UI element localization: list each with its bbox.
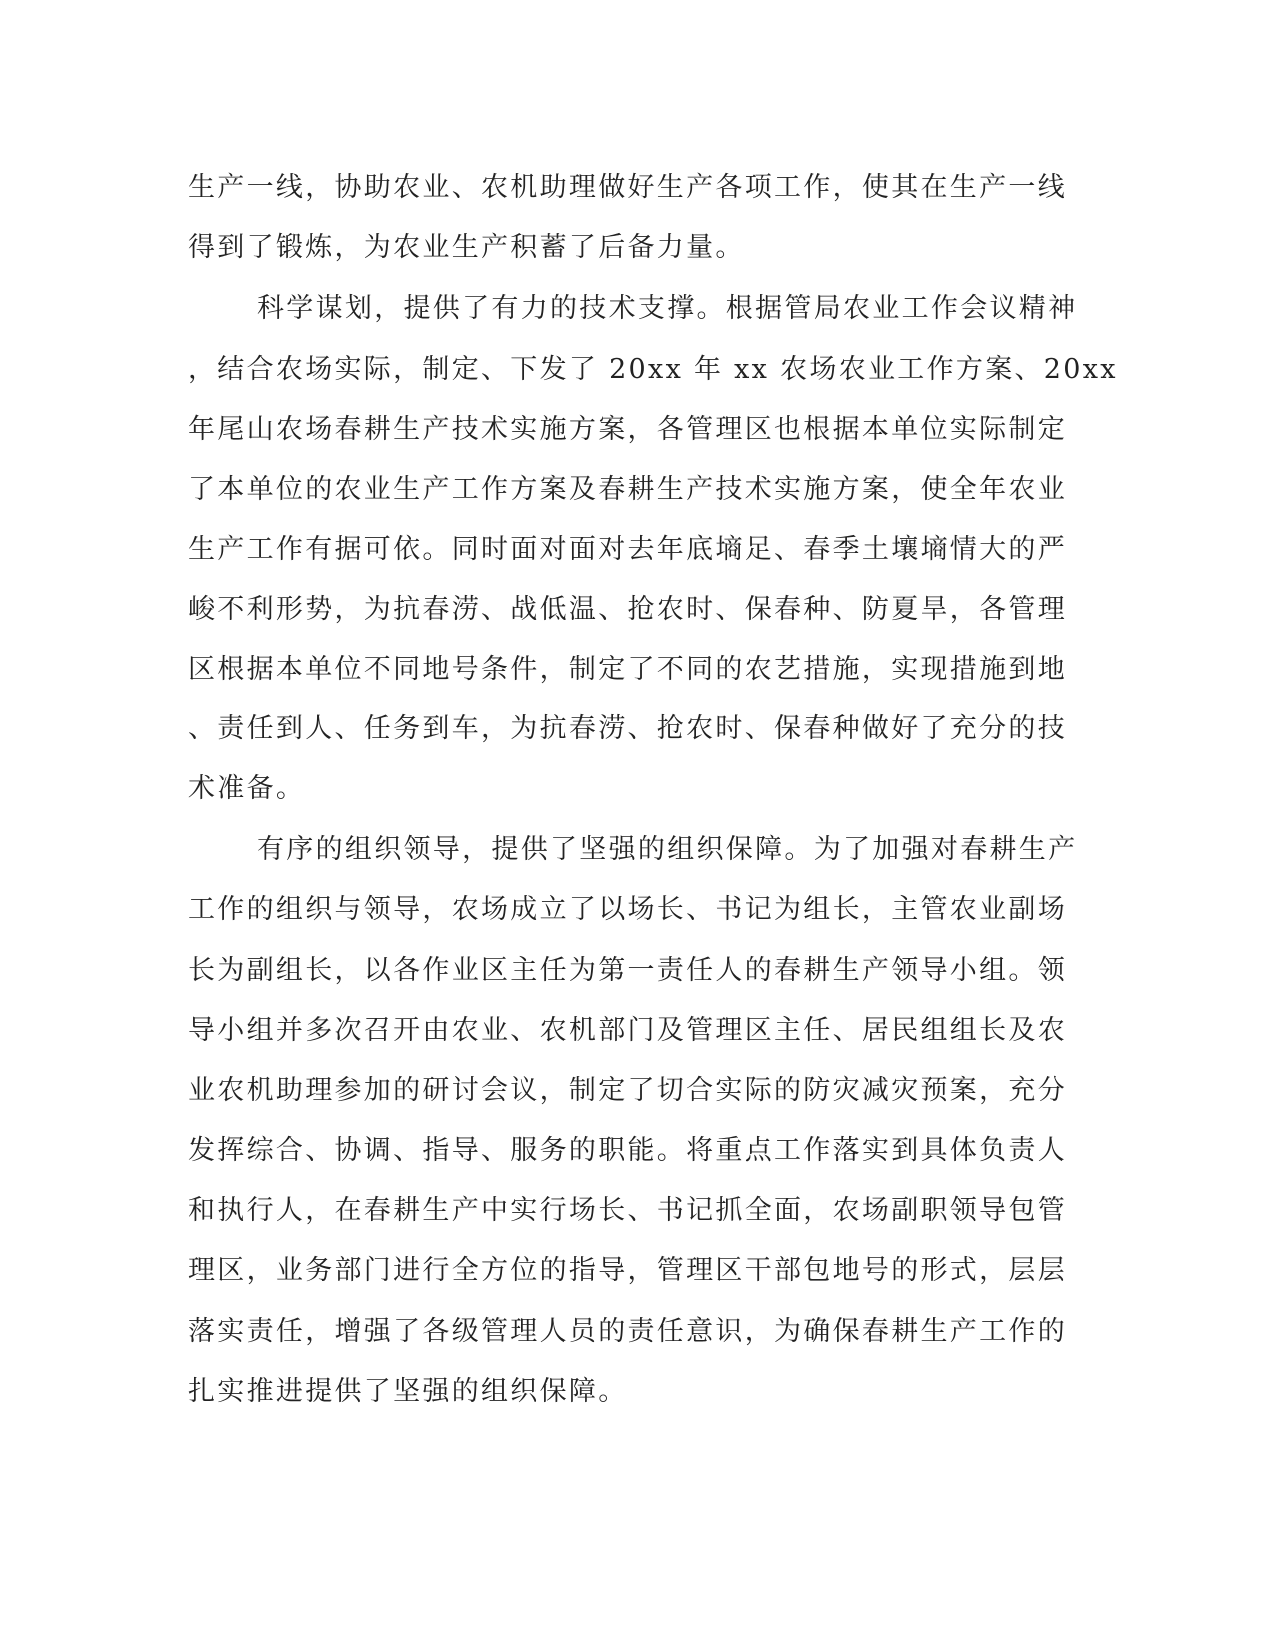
text-line: 理区，业务部门进行全方位的指导，管理区干部包地号的形式，层层 xyxy=(188,1255,1067,1286)
text-line: 得到了锻炼，为农业生产积蓄了后备力量。 xyxy=(188,232,745,263)
text-line: 业农机助理参加的研讨会议，制定了切合实际的防灾减灾预案，充分 xyxy=(188,1075,1067,1106)
text-line: 扎实推进提供了坚强的组织保障。 xyxy=(188,1376,628,1407)
text-line: 工作的组织与领导，农场成立了以场长、书记为组长，主管农业副场 xyxy=(188,894,1067,925)
text-line: 术准备。 xyxy=(188,773,306,804)
text-line: 峻不利形势，为抗春涝、战低温、抢农时、保春种、防夏旱，各管理 xyxy=(188,594,1067,625)
text-line: 了本单位的农业生产工作方案及春耕生产技术实施方案，使全年农业 xyxy=(188,474,1067,505)
text-line: 发挥综合、协调、指导、服务的职能。将重点工作落实到具体负责人 xyxy=(188,1135,1067,1166)
text-line: 导小组并多次召开由农业、农机部门及管理区主任、居民组组长及农 xyxy=(188,1015,1067,1046)
text-line: 区根据本单位不同地号条件，制定了不同的农艺措施，实现措施到地 xyxy=(188,654,1067,685)
text-line: 生产一线，协助农业、农机助理做好生产各项工作，使其在生产一线 xyxy=(188,172,1067,203)
text-line: 科学谋划，提供了有力的技术支撑。根据管局农业工作会议精神 xyxy=(257,293,1078,324)
text-line: 有序的组织领导，提供了坚强的组织保障。为了加强对春耕生产 xyxy=(257,834,1078,865)
text-line: 落实责任，增强了各级管理人员的责任意识，为确保春耕生产工作的 xyxy=(188,1316,1067,1347)
text-line: 年尾山农场春耕生产技术实施方案，各管理区也根据本单位实际制定 xyxy=(188,414,1067,445)
text-line: ，结合农场实际，制定、下发了 20xx 年 xx 农场农业工作方案、20xx xyxy=(188,354,1118,385)
text-line: 长为副组长，以各作业区主任为第一责任人的春耕生产领导小组。领 xyxy=(188,955,1067,986)
text-line: 和执行人，在春耕生产中实行场长、书记抓全面，农场副职领导包管 xyxy=(188,1195,1067,1226)
text-line: 生产工作有据可依。同时面对面对去年底墒足、春季土壤墒情大的严 xyxy=(188,534,1067,565)
text-line: 、责任到人、任务到车，为抗春涝、抢农时、保春种做好了充分的技 xyxy=(188,713,1067,744)
